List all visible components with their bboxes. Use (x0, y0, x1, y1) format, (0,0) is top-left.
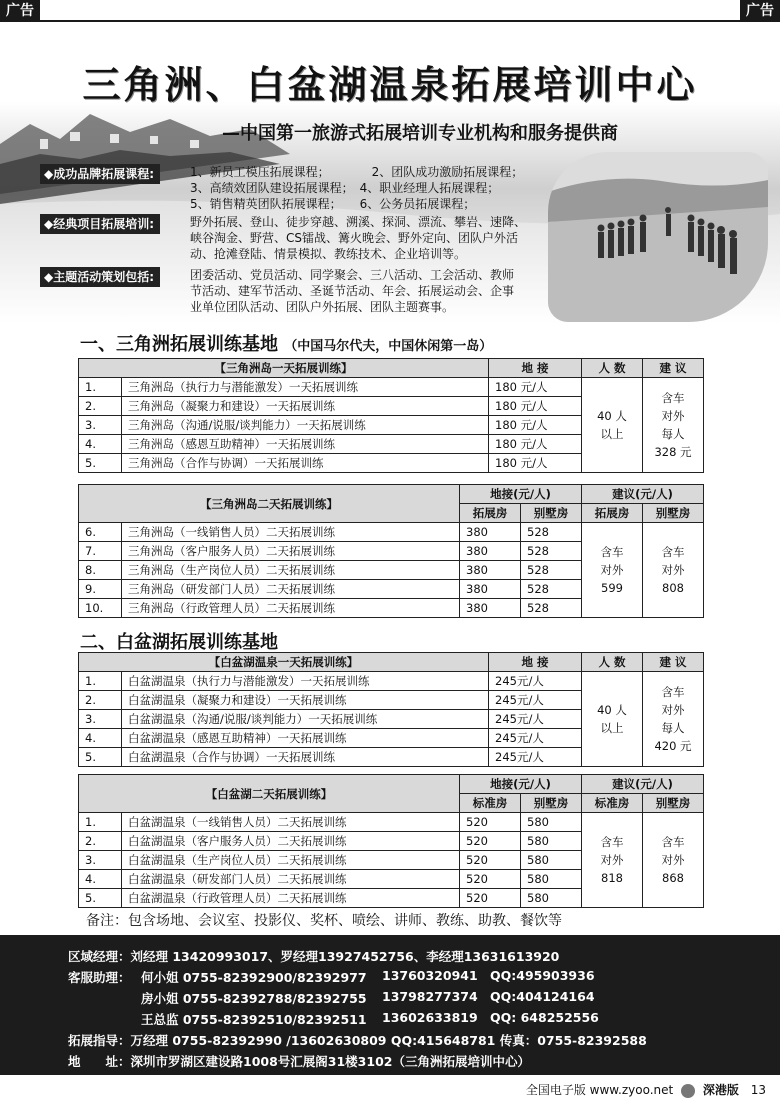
sub-col: 拓展房 (460, 504, 521, 523)
price-standard: 520 (460, 851, 521, 870)
col-price: 地 接 (489, 359, 582, 378)
row-number: 4. (79, 729, 122, 748)
table-row (79, 523, 704, 542)
info-line: 动、抢滩登陆、情景模拟、教练技术、企业培训等。 (190, 247, 467, 261)
section-note: （中国马尔代夫，中国休闲第一岛） (284, 339, 493, 354)
row-number: 7. (79, 542, 122, 561)
info-label: ◆经典项目拓展培训: (40, 214, 160, 234)
service-qq: QQ:495903936 (490, 968, 595, 983)
address: 地 址：深圳市罗湖区建设路1008号汇展阁31楼3102（三角洲拓展培训中心） (68, 1054, 530, 1069)
section-heading-sanjiaozhou (80, 330, 492, 356)
table-sanjiaozhou-two-day (78, 484, 704, 618)
edition-logo-icon (681, 1084, 695, 1098)
row-number: 2. (79, 691, 122, 710)
service-mobile: 13760320941 (382, 968, 478, 983)
price-villa: 528 (521, 523, 582, 542)
suggest-text: 含车 对外 818 (600, 835, 624, 885)
contact-panel (0, 935, 780, 1075)
price: 245元/人 (489, 691, 582, 710)
table-title: 【三角洲岛二天拓展训练】 (79, 485, 460, 523)
row-number: 5. (79, 748, 122, 767)
info-line: 1、新员工模压拓展课程； 2、团队成功激励拓展课程； (190, 165, 524, 179)
table-title: 【白盆湖二天拓展训练】 (79, 775, 460, 813)
price-villa: 528 (521, 561, 582, 580)
course-name: 白盆湖温泉（客户服务人员）二天拓展训练 (122, 832, 460, 851)
price-villa: 580 (521, 813, 582, 832)
course-name: 白盆湖温泉（行政管理人员）二天拓展训练 (122, 889, 460, 908)
course-name: 白盆湖温泉（合作与协调）一天拓展训练 (122, 748, 489, 767)
price-standard: 520 (460, 832, 521, 851)
suggest-price (643, 813, 704, 908)
price: 180 元/人 (489, 454, 582, 473)
sub-col: 标准房 (582, 794, 643, 813)
course-name: 三角洲岛（感恩互助精神）一天拓展训练 (122, 435, 489, 454)
row-number: 6. (79, 523, 122, 542)
info-line: 节活动、建军节活动、圣诞节活动、年会、拓展运动会、企事 (190, 284, 515, 298)
course-name: 白盆湖温泉（沟通/说服/谈判能力）一天拓展训练 (122, 710, 489, 729)
suggest-text: 含车 对外 599 (600, 545, 624, 595)
top-rule (0, 20, 780, 22)
price: 180 元/人 (489, 435, 582, 454)
row-number: 3. (79, 851, 122, 870)
price: 180 元/人 (489, 378, 582, 397)
row-number: 10. (79, 599, 122, 618)
suggest-price (643, 523, 704, 618)
course-name: 三角洲岛（研发部门人员）二天拓展训练 (122, 580, 460, 599)
price-standard: 380 (460, 599, 521, 618)
row-number: 5. (79, 454, 122, 473)
course-name: 三角洲岛（客户服务人员）二天拓展训练 (122, 542, 460, 561)
suggest-text: 含车 对外 808 (661, 545, 685, 595)
info-line: 野外拓展、登山、徒步穿越、溯溪、探洞、漂流、攀岩、速降、 (190, 215, 527, 229)
price-standard: 520 (460, 813, 521, 832)
table-row (79, 813, 704, 832)
col-suggest: 建议(元/人) (582, 775, 704, 794)
price-villa: 528 (521, 580, 582, 599)
suggest-price (643, 672, 704, 767)
row-number: 2. (79, 397, 122, 416)
price: 245元/人 (489, 710, 582, 729)
course-name: 白盆湖温泉（执行力与潜能激发）一天拓展训练 (122, 672, 489, 691)
sub-col: 拓展房 (582, 504, 643, 523)
col-price: 地接(元/人) (460, 775, 582, 794)
sub-col: 别墅房 (521, 794, 582, 813)
row-number: 4. (79, 870, 122, 889)
people-text: 40 人 以上 (597, 409, 627, 441)
page-subtitle: —中国第一旅游式拓展培训专业机构和服务提供商 (222, 123, 618, 144)
sub-col: 标准房 (460, 794, 521, 813)
row-number: 3. (79, 416, 122, 435)
sub-col: 别墅房 (643, 794, 704, 813)
people-count (582, 378, 643, 473)
col-suggest: 建议(元/人) (582, 485, 704, 504)
col-suggest: 建 议 (643, 359, 704, 378)
row-number: 5. (79, 889, 122, 908)
price: 245元/人 (489, 672, 582, 691)
course-name: 白盆湖温泉（一线销售人员）二天拓展训练 (122, 813, 460, 832)
course-name: 三角洲岛（执行力与潜能激发）一天拓展训练 (122, 378, 489, 397)
course-name: 白盆湖温泉（研发部门人员）二天拓展训练 (122, 870, 460, 889)
price: 245元/人 (489, 748, 582, 767)
table-title: 【白盆湖温泉一天拓展训练】 (79, 653, 489, 672)
col-people: 人 数 (582, 359, 643, 378)
price-standard: 380 (460, 542, 521, 561)
row-number: 1. (79, 378, 122, 397)
suggest-price (582, 523, 643, 618)
course-name: 三角洲岛（沟通/说服/谈判能力）一天拓展训练 (122, 416, 489, 435)
row-number: 9. (79, 580, 122, 599)
people-count (582, 672, 643, 767)
service-name: 房小姐 0755-82392788/82392755 (141, 991, 367, 1006)
price-villa: 580 (521, 870, 582, 889)
row-number: 1. (79, 672, 122, 691)
price: 180 元/人 (489, 397, 582, 416)
price: 180 元/人 (489, 416, 582, 435)
section-heading-baipenhu (80, 628, 278, 654)
info-text (190, 164, 580, 212)
col-price: 地 接 (489, 653, 582, 672)
row-number: 3. (79, 710, 122, 729)
suggest-text: 含车 对外 每人 328 元 (654, 391, 692, 459)
price-villa: 580 (521, 832, 582, 851)
col-price: 地接(元/人) (460, 485, 582, 504)
info-label: ◆主题活动策划包括: (40, 267, 160, 287)
info-label: ◆成功品牌拓展课程: (40, 164, 160, 184)
section-title: 一、三角洲拓展训练基地 (80, 334, 278, 355)
col-suggest: 建 议 (643, 653, 704, 672)
info-line: 5、销售精英团队拓展课程； 6、公务员拓展课程； (190, 197, 476, 211)
service-name: 王总监 0755-82392510/82392511 (141, 1012, 367, 1027)
course-name: 白盆湖温泉（感恩互助精神）一天拓展训练 (122, 729, 489, 748)
course-name: 白盆湖温泉（生产岗位人员）二天拓展训练 (122, 851, 460, 870)
suggest-price (582, 813, 643, 908)
col-people: 人 数 (582, 653, 643, 672)
page-number: 13 (750, 1083, 766, 1097)
suggest-text: 含车 对外 每人 420 元 (654, 685, 692, 753)
header-banner (0, 24, 780, 324)
team-photo (548, 152, 768, 322)
price-standard: 520 (460, 870, 521, 889)
table-row (79, 378, 704, 397)
info-line: 3、高绩效团队建设拓展课程； 4、职业经理人拓展课程； (190, 181, 500, 195)
course-name: 白盆湖温泉（凝聚力和建设）一天拓展训练 (122, 691, 489, 710)
service-mobile: 13602633819 (382, 1010, 478, 1025)
regional-managers: 区域经理：刘经理 13420993017、罗经理13927452756、李经理13631613920 (68, 949, 560, 964)
service-mobile: 13798277374 (382, 989, 478, 1004)
course-name: 三角洲岛（行政管理人员）二天拓展训练 (122, 599, 460, 618)
table-row (79, 672, 704, 691)
section-title: 二、白盆湖拓展训练基地 (80, 632, 278, 653)
course-name: 三角洲岛（生产岗位人员）二天拓展训练 (122, 561, 460, 580)
course-name: 三角洲岛（合作与协调）一天拓展训练 (122, 454, 489, 473)
price-standard: 380 (460, 523, 521, 542)
sub-col: 别墅房 (643, 504, 704, 523)
footer (0, 1076, 780, 1100)
table-baipenhu-one-day (78, 652, 704, 767)
footer-site: 全国电子版 www.zyoo.net (525, 1083, 674, 1097)
price-standard: 380 (460, 580, 521, 599)
row-number: 1. (79, 813, 122, 832)
price-villa: 528 (521, 599, 582, 618)
price: 245元/人 (489, 729, 582, 748)
ad-label-left: 广告 (0, 0, 40, 22)
suggest-text: 含车 对外 868 (661, 835, 685, 885)
page-title: 三角洲、白盆湖温泉拓展培训中心 (82, 63, 698, 107)
price-standard: 380 (460, 561, 521, 580)
info-line: 峡谷淘金、野营、CS镭战、篝火晚会、野外定向、团队户外活 (190, 231, 518, 245)
row-number: 8. (79, 561, 122, 580)
suggest-price (643, 378, 704, 473)
table-baipenhu-two-day (78, 774, 704, 908)
row-number: 2. (79, 832, 122, 851)
price-villa: 580 (521, 851, 582, 870)
course-name: 三角洲岛（一线销售人员）二天拓展训练 (122, 523, 460, 542)
people-text: 40 人 以上 (597, 703, 627, 735)
service-label: 客服助理： (68, 970, 131, 985)
info-line: 团委活动、党员活动、同学聚会、三八活动、工会活动、教师 (190, 268, 515, 282)
course-name: 三角洲岛（凝聚力和建设）一天拓展训练 (122, 397, 489, 416)
service-qq: QQ:404124164 (490, 989, 595, 1004)
ad-label-right: 广告 (740, 0, 780, 22)
info-text (190, 267, 580, 315)
service-name: 何小姐 0755-82392900/82392977 (141, 970, 367, 985)
sub-col: 别墅房 (521, 504, 582, 523)
price-standard: 520 (460, 889, 521, 908)
table-sanjiaozhou-one-day (78, 358, 704, 473)
price-villa: 580 (521, 889, 582, 908)
info-text (190, 214, 580, 262)
row-number: 4. (79, 435, 122, 454)
price-villa: 528 (521, 542, 582, 561)
info-line: 业单位团队活动、团队户外拓展、团队主题赛事。 (190, 300, 455, 314)
guide-contact: 拓展指导：万经理 0755-82392990 /13602630809 QQ:415648781 传真：0755-82392588 (68, 1033, 647, 1048)
footer-text (526, 1081, 766, 1098)
table-title: 【三角洲岛一天拓展训练】 (79, 359, 489, 378)
footer-edition: 深港版 (702, 1083, 739, 1097)
remark: 备注：包含场地、会议室、投影仪、奖杯、喷绘、讲师、教练、助教、餐饮等 (86, 913, 562, 929)
service-qq: QQ: 648252556 (490, 1010, 599, 1025)
